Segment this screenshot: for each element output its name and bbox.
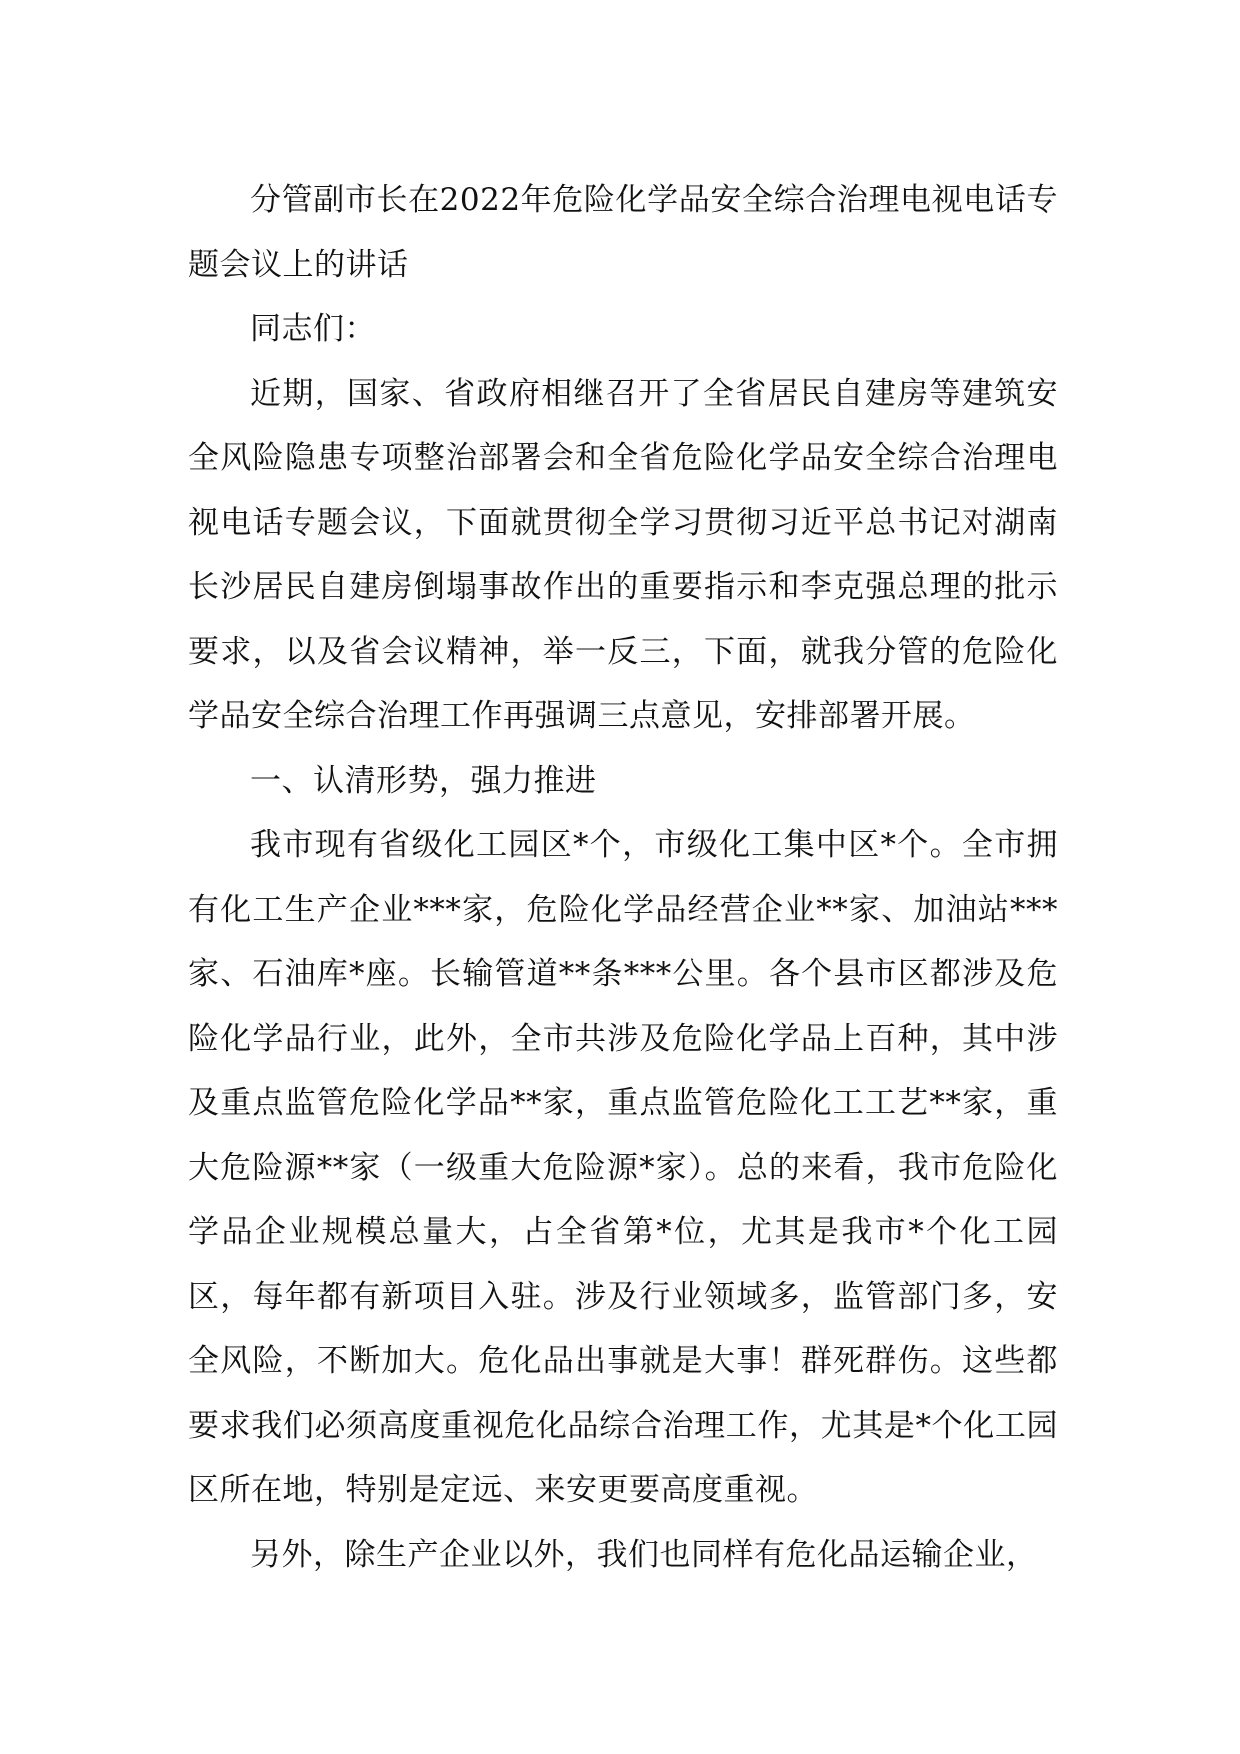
section-heading-1: 一、认清形势，强力推进: [250, 762, 597, 799]
paragraph-transport: 另外，除生产企业以外，我们也同样有危化品运输企业，: [250, 1536, 1038, 1573]
paragraph-situation: 我市现有省级化工园区*个，市级化工集中区*个。全市拥有化工生产企业***家，危险化学品经营企业**家、加油站***家、石油库*座。长输管道**条***公里。各个县市区都涉及危险化学品行业，此外，全市共涉及危险化学品上百种，其中涉及重点监管危险化学品**家，重点监管危险化工工艺**家，重大危险源**家（一级重大危险源*家）。总的来看，我市危险化学品企业规模总量大，占全省第*位，尤其是我市*个化工园区，每年都有新项目入驻。涉及行业领域多，监管部门多，安全风险，不断加大。危化品出事就是大事！群死群伤。这些都要求我们必须高度重视危化品综合治理工作，尤其是*个化工园区所在地，特别是定远、来安更要高度重视。: [188, 827, 1058, 1508]
paragraph-intro: 近期，国家、省政府相继召开了全省居民自建房等建筑安全风险隐患专项整治部署会和全省危险化学品安全综合治理电视电话专题会议，下面就贯彻全学习贯彻习近平总书记对湖南长沙居民自建房倒塌事故作出的重要指示和李克强总理的批示要求，以及省会议精神，举一反三，下面，就我分管的危险化学品安全综合治理工作再强调三点意见，安排部署开展。: [188, 375, 1058, 734]
document-title: 分管副市长在2022年危险化学品安全综合治理电视电话专题会议上的讲话: [188, 182, 1058, 283]
document-body: [188, 168, 1058, 1587]
salutation: 同志们：: [250, 311, 376, 347]
